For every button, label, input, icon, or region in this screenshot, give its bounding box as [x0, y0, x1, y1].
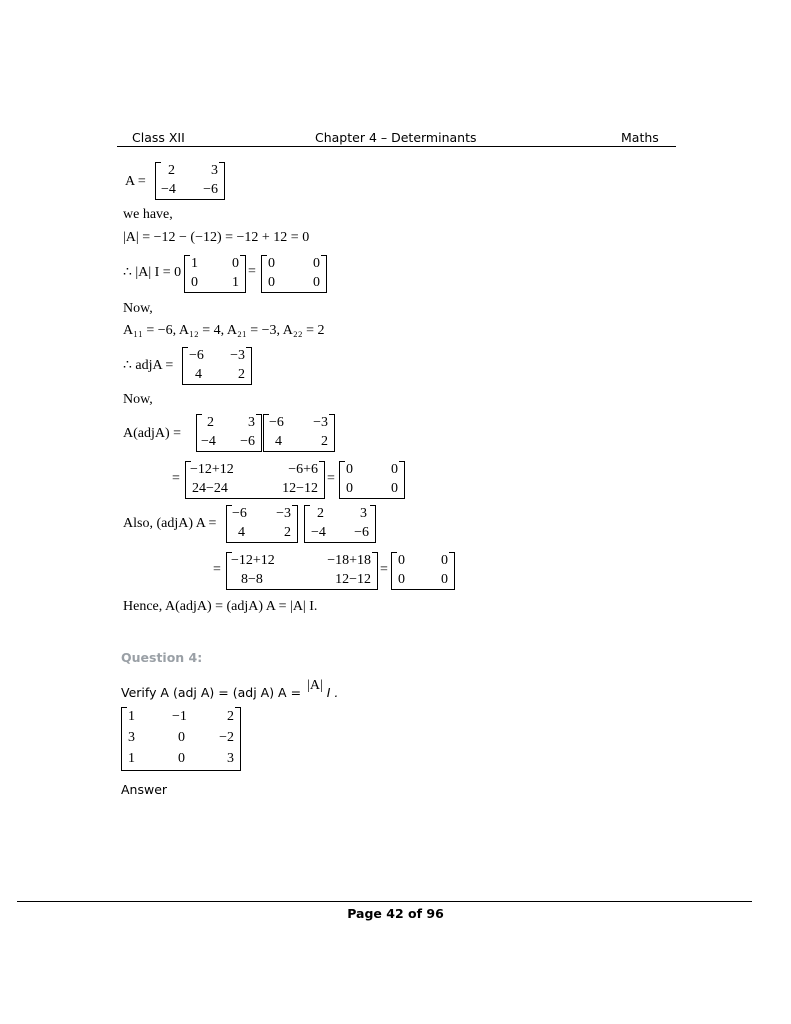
- matrix-cell: −12+12: [190, 462, 234, 477]
- a-adj-step-matrix: [185, 461, 325, 499]
- equals-sign: =: [380, 562, 388, 577]
- page-number: Page 42 of 96: [347, 906, 444, 921]
- we-have-text: we have,: [123, 207, 173, 222]
- statement-suffix: I .: [326, 685, 339, 700]
- footer-rule: [17, 901, 752, 902]
- matrix-cell: 2: [227, 709, 234, 724]
- matrix-cell: 0: [346, 462, 353, 477]
- matrix-cell: −6+6: [288, 462, 318, 477]
- matrix-cell: −4: [311, 525, 326, 540]
- matrix-cell: −1: [172, 709, 187, 724]
- cofactors-line: A₁₁ = −6, A₁₂ = 4, A₂₁ = −3, A₂₂ = 2: [123, 323, 325, 338]
- matrix-cell: −6: [269, 415, 284, 430]
- matrix-cell: 0: [313, 256, 320, 271]
- matrix-cell: 0: [191, 275, 198, 290]
- matrix-cell: 2: [238, 367, 245, 382]
- matrix-cell: 2: [207, 415, 214, 430]
- equals-sign: =: [172, 471, 180, 486]
- matrix-a-product: [196, 414, 262, 452]
- matrix-cell: 0: [268, 256, 275, 271]
- identity-matrix: [184, 255, 246, 293]
- matrix-cell: −6: [354, 525, 369, 540]
- matrix-cell: 1: [232, 275, 239, 290]
- equals-sign: =: [327, 471, 335, 486]
- matrix-cell: −6: [203, 182, 218, 197]
- matrix-cell: −6: [189, 348, 204, 363]
- matrix-cell: 0: [313, 275, 320, 290]
- question-title: Question 4:: [121, 650, 203, 665]
- matrix-cell: 0: [346, 481, 353, 496]
- matrix-cell: 3: [248, 415, 255, 430]
- matrix-cell: 3: [211, 163, 218, 178]
- matrix-cell: −3: [230, 348, 245, 363]
- matrix-cell: 3: [360, 506, 367, 521]
- matrix-cell: 4: [195, 367, 202, 382]
- matrix-cell: 0: [391, 462, 398, 477]
- matrix-cell: 2: [284, 525, 291, 540]
- matrix-cell: 8−8: [241, 572, 263, 587]
- matrix-cell: 2: [168, 163, 175, 178]
- matrix-cell: 0: [268, 275, 275, 290]
- adjoint-matrix-product: [263, 414, 335, 452]
- matrix-cell: 12−12: [335, 572, 371, 587]
- zero-matrix: [261, 255, 327, 293]
- adjoint-matrix-product: [226, 505, 298, 543]
- adjoint-matrix: [182, 347, 252, 385]
- now-text: Now,: [123, 301, 153, 316]
- matrix-cell: 4: [275, 434, 282, 449]
- hence-line: Hence, A(adjA) = (adjA) A = |A| I.: [123, 599, 318, 614]
- matrix-cell: −6: [232, 506, 247, 521]
- matrix-cell: 0: [441, 553, 448, 568]
- statement-determinant: |A|: [307, 678, 323, 693]
- matrix-cell: 0: [178, 751, 185, 766]
- equals-sign: =: [248, 264, 256, 279]
- matrix-cell: 24−24: [192, 481, 228, 496]
- also-label: Also, (adjA) A =: [123, 516, 217, 531]
- a-adj-label: A(adjA) =: [123, 426, 182, 441]
- matrix-cell: 3: [227, 751, 234, 766]
- now-text-2: Now,: [123, 392, 153, 407]
- matrix-cell: 3: [128, 730, 135, 745]
- matrix-cell: −4: [201, 434, 216, 449]
- header-chapter: Chapter 4 – Determinants: [315, 130, 477, 145]
- equals-sign: =: [213, 562, 221, 577]
- matrix-cell: −6: [240, 434, 255, 449]
- matrix-cell: −3: [313, 415, 328, 430]
- matrix-cell: 0: [398, 553, 405, 568]
- matrix-cell: 0: [398, 572, 405, 587]
- matrix-cell: 12−12: [282, 481, 318, 496]
- matrix-cell: 2: [317, 506, 324, 521]
- matrix-cell: −2: [219, 730, 234, 745]
- matrix-cell: −3: [276, 506, 291, 521]
- answer-label: Answer: [121, 782, 168, 797]
- header-subject: Maths: [621, 130, 659, 145]
- matrix-cell: 0: [441, 572, 448, 587]
- matrix-cell: 1: [128, 751, 135, 766]
- det-identity-lhs: ∴ |A| I = 0: [123, 265, 182, 280]
- header-class: Class XII: [132, 130, 185, 145]
- question-matrix: [121, 707, 241, 771]
- matrix-cell: −4: [161, 182, 176, 197]
- question-statement: [121, 678, 339, 702]
- matrix-cell: 0: [232, 256, 239, 271]
- zero-matrix: [391, 552, 455, 590]
- matrix-cell: 0: [178, 730, 185, 745]
- matrix-a-product: [304, 505, 376, 543]
- matrix-cell: −18+18: [327, 553, 371, 568]
- adj-a-step-matrix: [226, 552, 378, 590]
- matrix-cell: 2: [321, 434, 328, 449]
- matrix-a-label: A =: [125, 174, 146, 189]
- matrix-cell: 0: [391, 481, 398, 496]
- matrix-cell: 1: [191, 256, 198, 271]
- zero-matrix: [339, 461, 405, 499]
- statement-prefix: Verify A (adj A) = (adj A) A =: [121, 685, 302, 700]
- matrix-cell: 4: [238, 525, 245, 540]
- determinant-line: |A| = −12 − (−12) = −12 + 12 = 0: [123, 230, 310, 245]
- matrix-cell: −12+12: [231, 553, 275, 568]
- header-rule: [117, 146, 676, 147]
- matrix-cell: 1: [128, 709, 135, 724]
- matrix-a: [155, 162, 225, 200]
- adj-label: ∴ adjA =: [123, 358, 174, 373]
